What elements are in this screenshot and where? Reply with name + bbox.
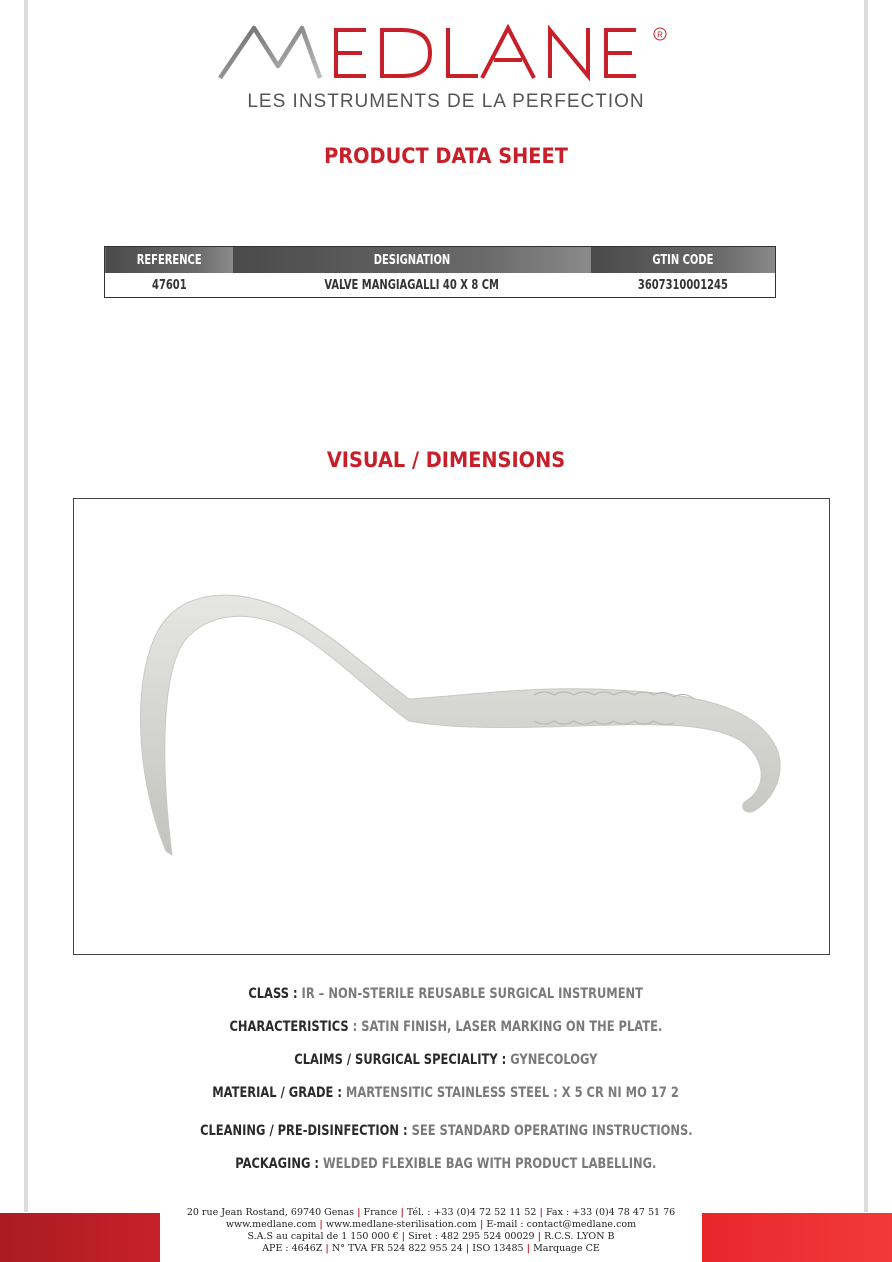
footer-web-line: www.medlane.com | www.medlane-sterilisation.com | E-mail : contact@medlane.com xyxy=(225,1219,637,1230)
spec-claims: CLAIMS / SURGICAL SPECIALITY : GYNECOLOGY xyxy=(294,1052,598,1068)
table-row xyxy=(105,273,776,298)
reference-table xyxy=(104,246,776,298)
table-header-row xyxy=(105,247,776,274)
brand-tagline: LES INSTRUMENTS DE LA PERFECTION xyxy=(247,91,645,112)
header-designation: DESIGNATION xyxy=(233,247,591,274)
footer-certification-line: APE : 4646Z | N° TVA FR 524 822 955 24 | ISO 13485 | Marquage CE xyxy=(262,1243,600,1254)
spec-characteristics: CHARACTERISTICS : SATIN FINISH, LASER MARKING ON THE PLATE. xyxy=(229,1019,663,1035)
email-link[interactable]: E-mail : contact@medlane.com xyxy=(483,1219,637,1230)
company-footer xyxy=(160,1207,702,1255)
cell-gtin: 3607310001245 xyxy=(638,277,728,293)
cell-reference: 47601 xyxy=(151,277,187,293)
header-reference: REFERENCE xyxy=(105,247,234,274)
spec-cleaning: CLEANING / PRE-DISINFECTION : SEE STANDARD OPERATING INSTRUCTIONS. xyxy=(199,1123,693,1139)
spec-class: CLASS : IR – NON-STERILE REUSABLE SURGICAL INSTRUMENT xyxy=(248,986,644,1002)
sterilisation-website-link[interactable]: www.medlane-sterilisation.com xyxy=(322,1219,480,1230)
footer-address-line: 20 rue Jean Rostand, 69740 Genas | France | Tél. : +33 (0)4 72 52 11 52 | Fax : +33 (0)4 78 47 51 76 xyxy=(186,1207,676,1218)
footer-legal-line: S.A.S au capital de 1 150 000 € | Siret : 482 295 524 00029 | R.C.S. LYON B xyxy=(247,1231,615,1242)
visual-section-title: VISUAL / DIMENSIONS xyxy=(326,448,566,472)
footer-bar-right xyxy=(702,1213,892,1262)
speculum-valve-icon xyxy=(74,499,831,956)
spec-material: MATERIAL / GRADE : MARTENSITIC STAINLESS STEEL : X 5 CR NI MO 17 2 xyxy=(212,1085,680,1101)
website-link[interactable]: www.medlane.com xyxy=(225,1219,320,1230)
medlane-logo xyxy=(0,22,892,84)
product-visual-frame xyxy=(73,498,830,955)
svg-text:R: R xyxy=(657,30,663,40)
medlane-logo-icon xyxy=(216,22,676,84)
cell-designation: VALVE MANGIAGALLI 40 X 8 CM xyxy=(324,277,500,293)
spec-packaging: PACKAGING : WELDED FLEXIBLE BAG WITH PRODUCT LABELLING. xyxy=(235,1156,657,1172)
footer-bar-left xyxy=(0,1213,160,1262)
page-title: PRODUCT DATA SHEET xyxy=(324,144,568,168)
header-gtin: GTIN CODE xyxy=(591,247,776,274)
